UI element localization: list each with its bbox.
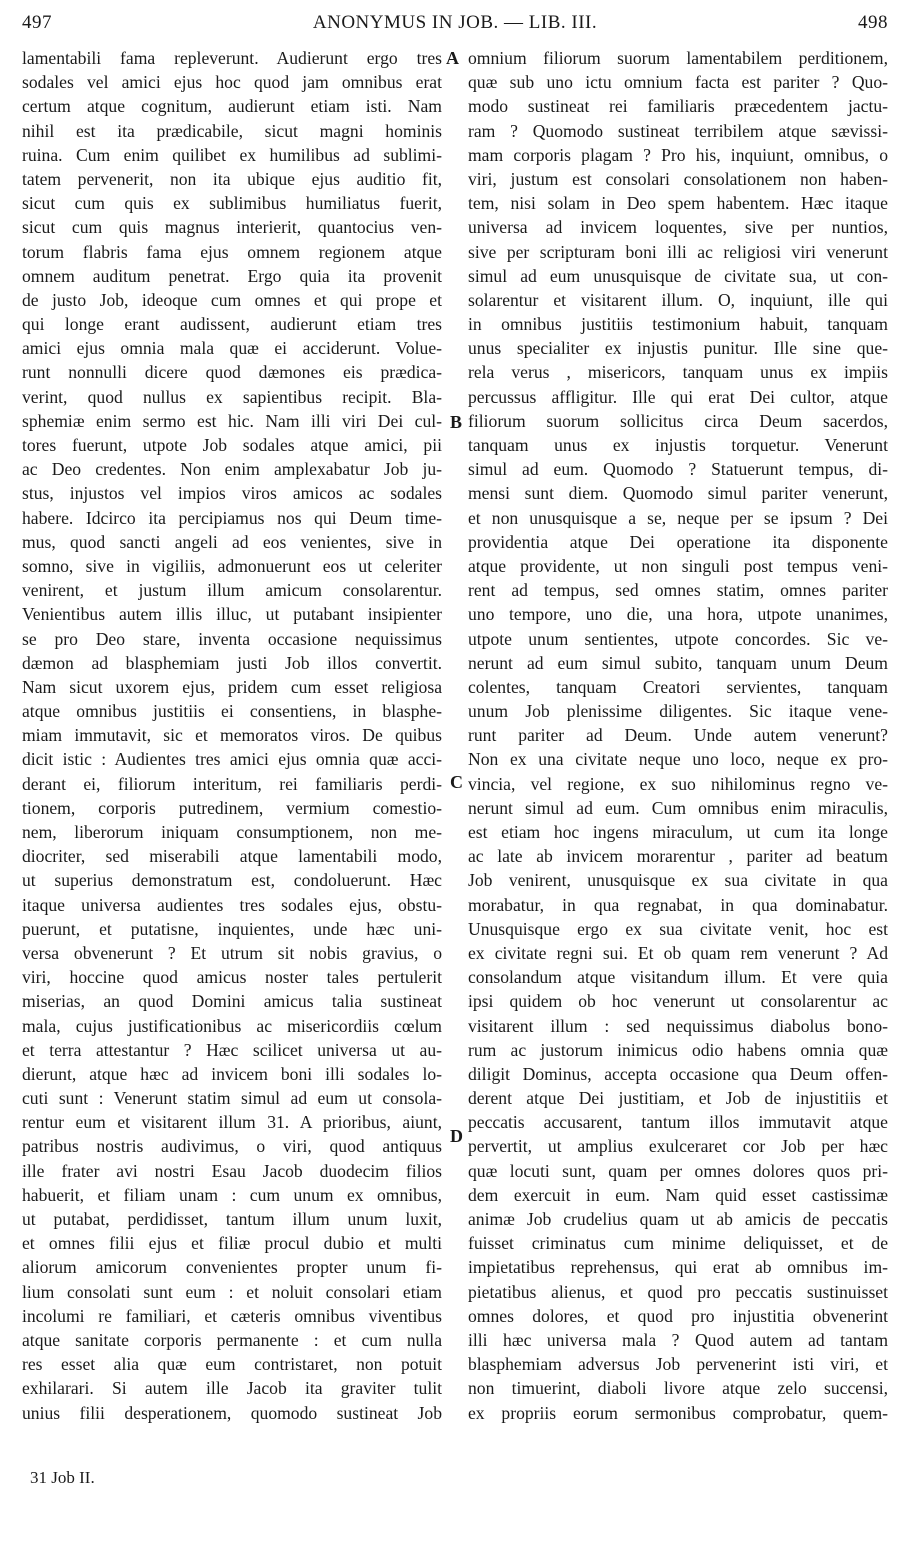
- text-line: nerunt simul ad eum. Cum omnibus enim miraculis,: [468, 797, 888, 818]
- text-line: rent ad tempus, sed omnes statim, omnes pariter: [468, 580, 888, 601]
- text-line: venirent, et justum illum amicum consolarentur.: [22, 580, 442, 601]
- text-line: providentia atque Dei operatione ita disponente: [468, 531, 888, 552]
- text-line: dem exercuit in eum. Nam quid esset castissimæ: [468, 1184, 888, 1205]
- text-line: dicit istic : Audientes tres amici ejus omnia quæ acci-: [22, 749, 442, 770]
- text-line: verint, quod nullus ex sapientibus recipit. Bla-: [22, 386, 442, 407]
- text-line: tanquam unus ex injustis torquetur. Venerunt: [468, 435, 888, 455]
- text-line: ut putabat, perdidisset, tantum illum unum luxit,: [22, 1209, 442, 1229]
- text-line: pervertit, ut amplius exulceraret cor Job per hæc: [468, 1136, 888, 1157]
- text-line: solarentur et visitarent illum. O, inquiunt, ille qui: [468, 289, 888, 310]
- text-line: sicut cum quis magnus interierit, quantocius ven-: [22, 217, 442, 238]
- text-line: somno, sive in vigiliis, admonuerunt eos ut celeriter: [22, 555, 442, 576]
- text-line: sphemiæ enim sermo est hic. Nam illi viri Dei cul-: [22, 410, 442, 431]
- text-line: qui longe erant audissent, audierunt etiam tres: [22, 314, 442, 335]
- text-line: dierunt, atque hæc ad invicem boni illi sodales lo-: [22, 1063, 442, 1084]
- text-line: runt pariter ad Deum. Unde autem venerunt?: [468, 725, 888, 746]
- text-line: puerunt, et putatisne, inquientes, unde hæc uni-: [22, 918, 442, 939]
- text-line: tores fuerunt, utpote Job sodales atque amici, pii: [22, 435, 442, 455]
- text-line: Nam sicut uxorem ejus, pridem cum esset religiosa: [22, 676, 442, 697]
- text-line: atque sanitate corporis permanente : et cum nulla: [22, 1329, 442, 1350]
- text-line: consolandum atque visitandum illum. Et vere quia: [468, 967, 888, 988]
- text-line: viri, hoccine quod amicus noster tales pertulerit: [22, 967, 442, 988]
- text-line: lium consolati sunt eum : et noluit consolari etiam: [22, 1281, 442, 1302]
- text-line: morabatur, in qua regnabat, in qua dominabatur.: [468, 894, 888, 915]
- text-line: derant ei, filiorum interitum, rei familiaris perdi-: [22, 773, 442, 794]
- text-line: peccatis accusarent, tantum illos immutavit atque: [468, 1112, 888, 1133]
- text-line: torum flabris fama ejus omnem regionem atque: [22, 241, 442, 262]
- text-line: unius filii desperationem, quomodo sustineat Job: [22, 1402, 442, 1423]
- text-line: mam corporis plagam ? Pro his, inquiunt, omnibus, o: [468, 144, 888, 165]
- text-line: Unusquisque ergo ex sua civitate venit, hoc est: [468, 918, 888, 939]
- text-line: cuti sunt : Venerunt statim simul ad eum ut consola-: [22, 1088, 442, 1109]
- text-line: animæ Job crudelius quam ut ab amicis de peccatis: [468, 1209, 888, 1229]
- text-line: ex propriis eorum sermonibus comprobatur, quem-: [468, 1402, 888, 1423]
- text-line: runt nonnulli dicere quod dæmones eis prædica-: [22, 362, 442, 383]
- text-line: filiorum suorum sollicitus circa Deum sacerdos,: [468, 410, 888, 431]
- text-line: fuisset criminatus cum minime deliquisset, et de: [468, 1233, 888, 1254]
- text-line: omnium filiorum suorum lamentabilem perditionem,: [468, 48, 888, 68]
- right-page-number: 498: [858, 12, 888, 33]
- text-line: uno tempore, uno die, una hora, utpote unanimes,: [468, 604, 888, 625]
- text-line: ram ? Quomodo sustineat terribilem atque sævissi-: [468, 120, 888, 141]
- text-line: aliorum amicorum convenientes propter unum fi-: [22, 1257, 442, 1278]
- text-line: universa ad invicem loquentes, sive per nuntios,: [468, 217, 888, 238]
- text-line: tatem pervenerit, non ita ubique ejus auditio fit,: [22, 168, 442, 189]
- text-line: modo sustineat rei familiaris præcedentem jactu-: [468, 96, 888, 117]
- text-line: illi hæc universa mala ? Quod autem ad tantam: [468, 1329, 888, 1350]
- text-line: atque omnibus justitiis ei consentiens, in blasphe-: [22, 701, 442, 722]
- footnote: 31 Job II.: [30, 1468, 95, 1487]
- text-line: tem, nisi solam in Deo spem habentem. Hæc itaque: [468, 193, 888, 214]
- text-line: unum Job plenissime diligentes. Sic itaque vene-: [468, 701, 888, 722]
- text-line: se pro Deo stare, inventa occasione nequissimus: [22, 628, 442, 649]
- text-line: colentes, tanquam Creatori servientes, tanquam: [468, 676, 888, 697]
- text-line: mus, quod sancti angeli ad eos venientes, sive in: [22, 531, 442, 552]
- text-line: sodales vel amici ejus hoc quod jam omnibus erat: [22, 72, 442, 93]
- text-line: viri, justum est consolari consolationem non haben-: [468, 168, 888, 189]
- text-line: lamentabili fama repleverunt. Audierunt ergo tres: [22, 48, 442, 68]
- text-line: omnes dolores, et quod pro injustitia obvenerint: [468, 1305, 888, 1326]
- text-line: Job venirent, unusquisque ex sua civitate in qua: [468, 870, 888, 891]
- text-line: rela verus , misericors, tanquam unus ex impiis: [468, 362, 888, 383]
- text-line: Non ex una civitate neque uno loco, neque ex pro-: [468, 749, 888, 770]
- text-line: Venientibus autem illis illuc, ut putabant insipienter: [22, 604, 442, 625]
- text-line: stus, injustos vel impios viros amicos ac sodales: [22, 483, 442, 504]
- text-line: in omnibus justitiis testimonium habuit, tanquam: [468, 314, 888, 335]
- text-line: nerunt ad eum simul subito, tanquam unum Deum: [468, 652, 888, 673]
- section-marker-d: D: [450, 1126, 463, 1146]
- right-text-column: [468, 46, 888, 1425]
- text-line: miam immutavit, sic et memoratos viros. De quibus: [22, 725, 442, 746]
- text-line: simul ad eum. Quomodo ? Statuerunt tempus, di-: [468, 459, 888, 480]
- text-line: blasphemiam adversus Job pervenerint isti viri, et: [468, 1354, 888, 1375]
- text-line: simul ad eum unusquisque de civitate sua, ut con-: [468, 265, 888, 286]
- text-line: tionem, corporis putredinem, vermium comestio-: [22, 797, 442, 818]
- text-line: miserias, an quod Domini amicus talia sustineat: [22, 991, 442, 1012]
- text-line: et terra attestantur ? Hæc scilicet universa ut au-: [22, 1039, 442, 1060]
- text-line: diligit Dominus, accepta occasione qua Deum offen-: [468, 1063, 888, 1084]
- text-line: est etiam hoc ingens miraculum, ut cum ita longe: [468, 822, 888, 842]
- text-line: incolumi re familiari, et cæteris omnibus viventibus: [22, 1305, 442, 1326]
- text-line: pietatibus alienus, et quod pro peccatis sustinuisset: [468, 1281, 888, 1302]
- text-line: dæmon ad blasphemiam justi Job illos convertit.: [22, 652, 442, 673]
- text-line: utpote unum sentientes, utpote concordes. Sic ve-: [468, 628, 888, 649]
- text-line: vincia, vel regione, ex suo nihilominus regno ve-: [468, 773, 888, 794]
- text-line: omnem auditum penetrat. Ergo quia ita provenit: [22, 265, 442, 286]
- running-title: ANONYMUS IN JOB. — LIB. III.: [312, 12, 598, 33]
- text-line: visitarent illum : sed nequissimus diabolus bono-: [468, 1015, 888, 1036]
- left-text-column: [22, 46, 442, 1425]
- text-line: versa obvenerunt ? Et utrum sit nobis gravius, o: [22, 942, 442, 963]
- text-line: mala, cujus justificationibus ac misericordiis cœlum: [22, 1015, 442, 1036]
- text-line: sicut cum quis ex sublimibus humiliatus fuerit,: [22, 193, 442, 214]
- section-marker-a: A: [446, 48, 459, 68]
- text-line: atque providente, ut non singuli post tempus veni-: [468, 555, 888, 576]
- text-line: et omnes filii ejus et filiæ procul dubio et multi: [22, 1233, 442, 1254]
- text-line: diocriter, sed miserabili atque lamentabili modo,: [22, 846, 442, 867]
- text-line: unus specialiter ex injustis punitur. Ille sine que-: [468, 338, 888, 359]
- text-line: rentur eum et visitarent illum 31. A prioribus, aiunt,: [22, 1112, 442, 1133]
- text-line: certum atque cognitum, audierunt etiam isti. Nam: [22, 96, 442, 117]
- text-line: nihil est ita prædicabile, sicut magni hominis: [22, 120, 442, 141]
- text-line: et non unusquisque a se, neque per se ipsum ? Dei: [468, 507, 888, 528]
- text-line: habuerit, et filiam unam : cum unum ex omnibus,: [22, 1184, 442, 1205]
- page-header: [22, 12, 888, 40]
- section-marker-c: C: [450, 772, 463, 792]
- text-line: impietatibus reprehensus, qui erat ab omnibus im-: [468, 1257, 888, 1278]
- text-line: exhilarari. Si autem ille Jacob ita graviter tulit: [22, 1378, 442, 1399]
- left-page-number: 497: [22, 12, 52, 33]
- text-line: ruina. Cum enim quilibet ex humilibus ad sublimi-: [22, 144, 442, 165]
- text-line: habere. Idcirco ita percipiamus nos qui Deum time-: [22, 507, 442, 528]
- text-line: de justo Job, ideoque cum omnes et qui prope et: [22, 289, 442, 310]
- text-line: percussus affligitur. Ille qui erat Dei cultor, atque: [468, 386, 888, 407]
- text-line: mensi sunt diem. Quomodo simul pariter venerunt,: [468, 483, 888, 504]
- text-line: ut superius demonstratum est, condoluerunt. Hæc: [22, 870, 442, 891]
- text-line: ac late ab invicem morarentur , pariter ad beatum: [468, 846, 888, 867]
- text-line: nem, liberorum iniquam consumptionem, non me-: [22, 822, 442, 842]
- text-line: derent atque Dei justitiam, et Job de injustitiis et: [468, 1088, 888, 1109]
- text-line: itaque universa audientes tres sodales ejus, obstu-: [22, 894, 442, 915]
- text-line: quæ sub uno ictu omnium facta est pariter ? Quo-: [468, 72, 888, 93]
- text-line: ille frater avi nostri Esau Jacob duodecim filios: [22, 1160, 442, 1181]
- text-line: ac Deo credentes. Non enim amplexabatur Job ju-: [22, 459, 442, 480]
- text-line: res esset alia quæ eum contristaret, non potuit: [22, 1354, 442, 1375]
- section-marker-b: B: [450, 412, 463, 432]
- text-line: amici ejus omnia mala quæ ei acciderunt. Volue-: [22, 338, 442, 359]
- text-line: patribus nostris audivimus, o viri, quod antiquus: [22, 1136, 442, 1157]
- text-line: quæ locuti sunt, quam per omnes dolores quos pri-: [468, 1160, 888, 1181]
- text-line: ex civitate regni sui. Et ob quam rem venerunt ? Ad: [468, 942, 888, 963]
- text-line: sive per scripturam boni illi ac religiosi viri venerunt: [468, 241, 888, 262]
- text-line: ipsi quidem ob hoc venerunt ut consolarentur ac: [468, 991, 888, 1012]
- text-line: rum ac justorum inimicus odio habens omnia quæ: [468, 1039, 888, 1060]
- text-line: non timuerint, diaboli livore atque zelo succensi,: [468, 1378, 888, 1399]
